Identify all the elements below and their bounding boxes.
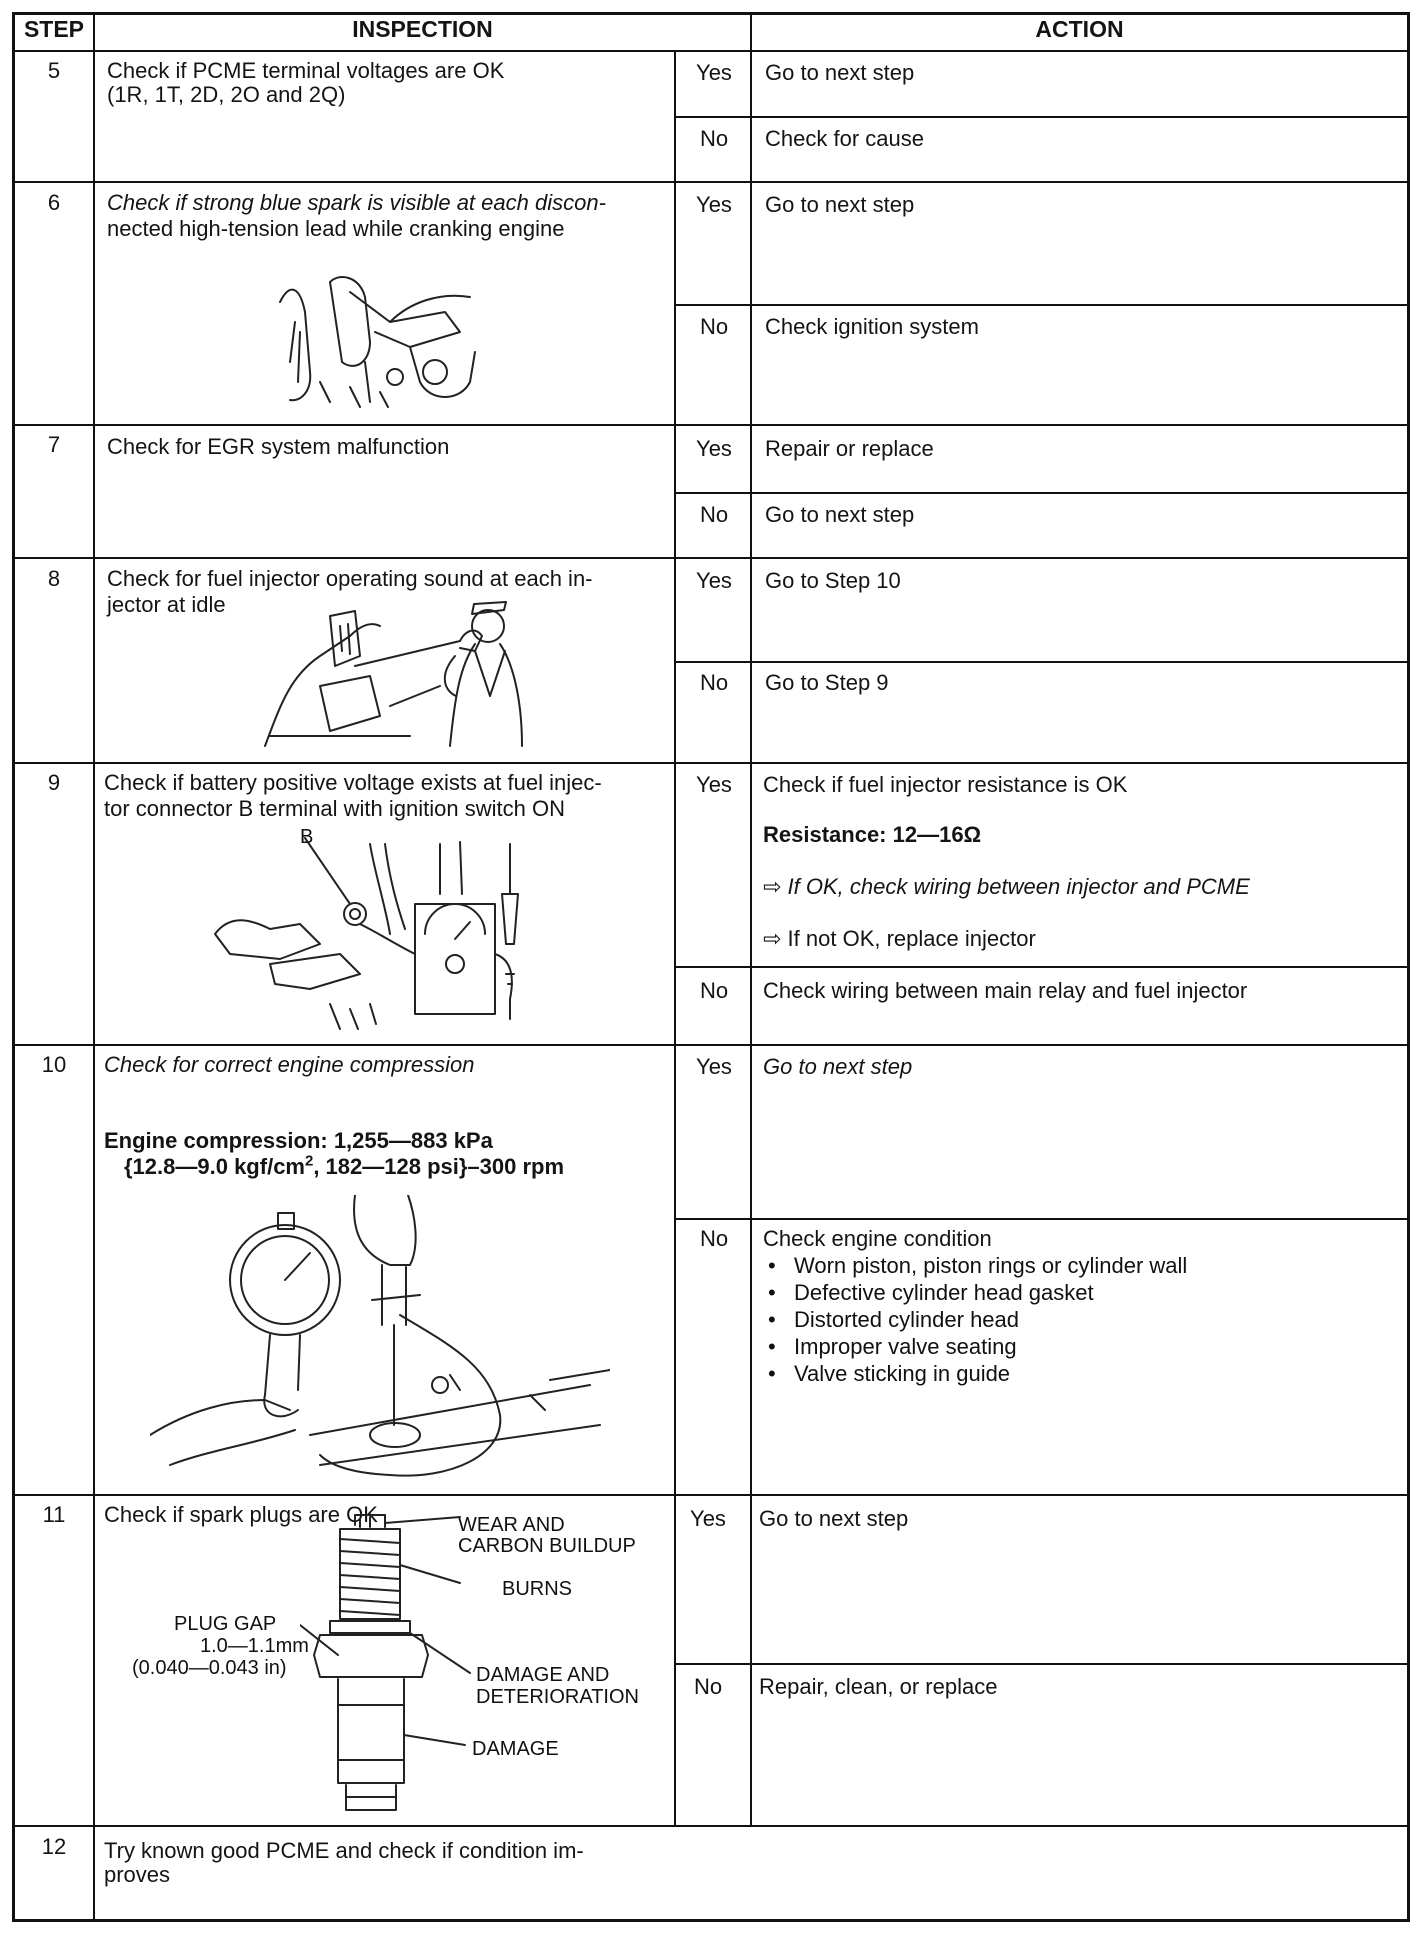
label-burns: BURNS [502, 1578, 573, 1600]
no-label: No [699, 670, 729, 695]
no-action-bullet: • Improper valve seating [794, 1333, 1017, 1360]
compression-spec-psi: , 182—128 psi}–300 rpm [313, 1154, 565, 1179]
resistance-spec: Resistance: 12—16Ω [763, 822, 982, 847]
row-sep-6 [12, 424, 1410, 426]
step-number: 7 [47, 432, 61, 457]
yes-action: Go to next step [763, 1054, 913, 1079]
spark-test-illustration [270, 262, 490, 412]
inspection-text: (1R, 1T, 2D, 2O and 2Q) [107, 82, 346, 107]
no-action: Go to next step [765, 502, 915, 527]
row-sep-5 [12, 181, 1410, 183]
no-action: Repair, clean, or replace [759, 1674, 998, 1699]
yn-sep-8 [674, 661, 1410, 663]
label-deterioration: DETERIORATION [476, 1686, 639, 1708]
yes-action: Go to next step [765, 60, 915, 85]
label-plug-gap: PLUG GAP [174, 1613, 277, 1635]
inspection-text: nected high-tension lead while cranking engine [107, 216, 565, 241]
no-action: Go to Step 9 [765, 670, 889, 695]
yes-action: Go to next step [759, 1506, 909, 1531]
step-number: 12 [41, 1834, 67, 1859]
inspection-text: Check if spark plugs are OK [104, 1502, 378, 1527]
injector-sound-illustration [260, 596, 530, 756]
label-damage: DAMAGE [472, 1738, 559, 1760]
header-action: ACTION [1035, 16, 1124, 42]
yes-label: Yes [696, 772, 732, 797]
yes-label: Yes [696, 1054, 732, 1079]
table-border-left [12, 12, 15, 1922]
compression-gauge-illustration [150, 1195, 610, 1485]
yn-sep-11 [674, 1663, 1410, 1665]
injector-voltage-illustration [210, 834, 550, 1034]
no-label: No [699, 1226, 729, 1251]
table-border-bottom [12, 1919, 1410, 1922]
no-label: No [693, 1674, 723, 1699]
compression-spec: Engine compression: 1,255—883 kPa [104, 1128, 493, 1153]
no-label: No [699, 314, 729, 339]
row-sep-9 [12, 1044, 1410, 1046]
label-wear: WEAR AND [458, 1514, 565, 1536]
inspection-text: Try known good PCME and check if condition im- [104, 1838, 584, 1863]
step-number: 11 [42, 1502, 66, 1527]
inspection-text: jector at idle [107, 592, 226, 617]
step-number: 9 [47, 770, 61, 795]
step-number: 10 [41, 1052, 67, 1077]
col-sep-step [93, 12, 95, 1922]
header-inspection: INSPECTION [352, 16, 493, 42]
no-label: No [699, 978, 729, 1003]
label-gap-in: (0.040—0.043 in) [132, 1657, 287, 1679]
row-sep-8 [12, 762, 1410, 764]
no-action: Check ignition system [765, 314, 979, 339]
compression-spec-kgf: {12.8—9.0 kgf/cm [124, 1154, 305, 1179]
yn-sep-9 [674, 966, 1410, 968]
inspection-text: Check for EGR system malfunction [107, 434, 450, 459]
yes-label: Yes [690, 1506, 726, 1531]
header-divider [12, 50, 1410, 52]
yes-label: Yes [696, 60, 732, 85]
compression-spec-sup: 2 [304, 1152, 314, 1170]
inspection-text: Check if PCME terminal voltages are OK [107, 58, 505, 83]
inspection-text: Check if strong blue spark is visible at each discon- [107, 190, 606, 215]
no-label: No [699, 502, 729, 527]
yes-action: Repair or replace [765, 436, 934, 461]
yn-sep-7 [674, 492, 1410, 494]
spark-plug-illustration [300, 1505, 480, 1823]
inspection-text: proves [104, 1862, 171, 1887]
no-action-bullet: • Distorted cylinder head [794, 1306, 1019, 1333]
step-number: 6 [47, 190, 61, 215]
col-sep-action [750, 12, 752, 1826]
label-gap-mm: 1.0—1.1mm [200, 1635, 309, 1657]
yn-sep-5 [674, 116, 1410, 118]
row-sep-10 [12, 1494, 1410, 1496]
no-action-bullet: • Valve sticking in guide [794, 1360, 1010, 1387]
compression-spec-2 [124, 1154, 564, 1180]
row-sep-11 [12, 1825, 1410, 1827]
yes-label: Yes [696, 436, 732, 461]
header-step: STEP [23, 16, 85, 42]
no-action-bullet: • Defective cylinder head gasket [794, 1279, 1094, 1306]
no-action: Check for cause [765, 126, 924, 151]
yn-sep-10 [674, 1218, 1410, 1220]
yn-sep-6 [674, 304, 1410, 306]
no-action-bullet: • Worn piston, piston rings or cylinder wall [794, 1252, 1187, 1279]
yes-label: Yes [696, 568, 732, 593]
label-damage-and: DAMAGE AND [476, 1664, 610, 1686]
col-sep-inspection [674, 52, 676, 1826]
inspection-text: Check for correct engine compression [104, 1052, 475, 1077]
yes-label: Yes [696, 192, 732, 217]
if-not-ok-action: ⇨ If not OK, replace injector [763, 926, 1036, 951]
table-border-top [12, 12, 1410, 15]
yes-action: Go to next step [765, 192, 915, 217]
if-ok-action: ⇨ If OK, check wiring between injector and PCME [763, 874, 1250, 899]
inspection-text: tor connector B terminal with ignition switch ON [104, 796, 565, 821]
step-number: 8 [47, 566, 61, 591]
yes-action-line: Check if fuel injector resistance is OK [763, 772, 1128, 797]
figure-label-b: B [300, 826, 314, 848]
no-label: No [699, 126, 729, 151]
step-number: 5 [47, 58, 61, 83]
inspection-text: Check for fuel injector operating sound at each in- [107, 566, 593, 591]
row-sep-7 [12, 557, 1410, 559]
inspection-text: Check if battery positive voltage exists at fuel injec- [104, 770, 602, 795]
yes-action: Go to Step 10 [765, 568, 901, 593]
no-action: Check wiring between main relay and fuel injector [763, 978, 1248, 1003]
label-carbon: CARBON BUILDUP [458, 1535, 636, 1557]
no-action-title: Check engine condition [763, 1226, 992, 1251]
